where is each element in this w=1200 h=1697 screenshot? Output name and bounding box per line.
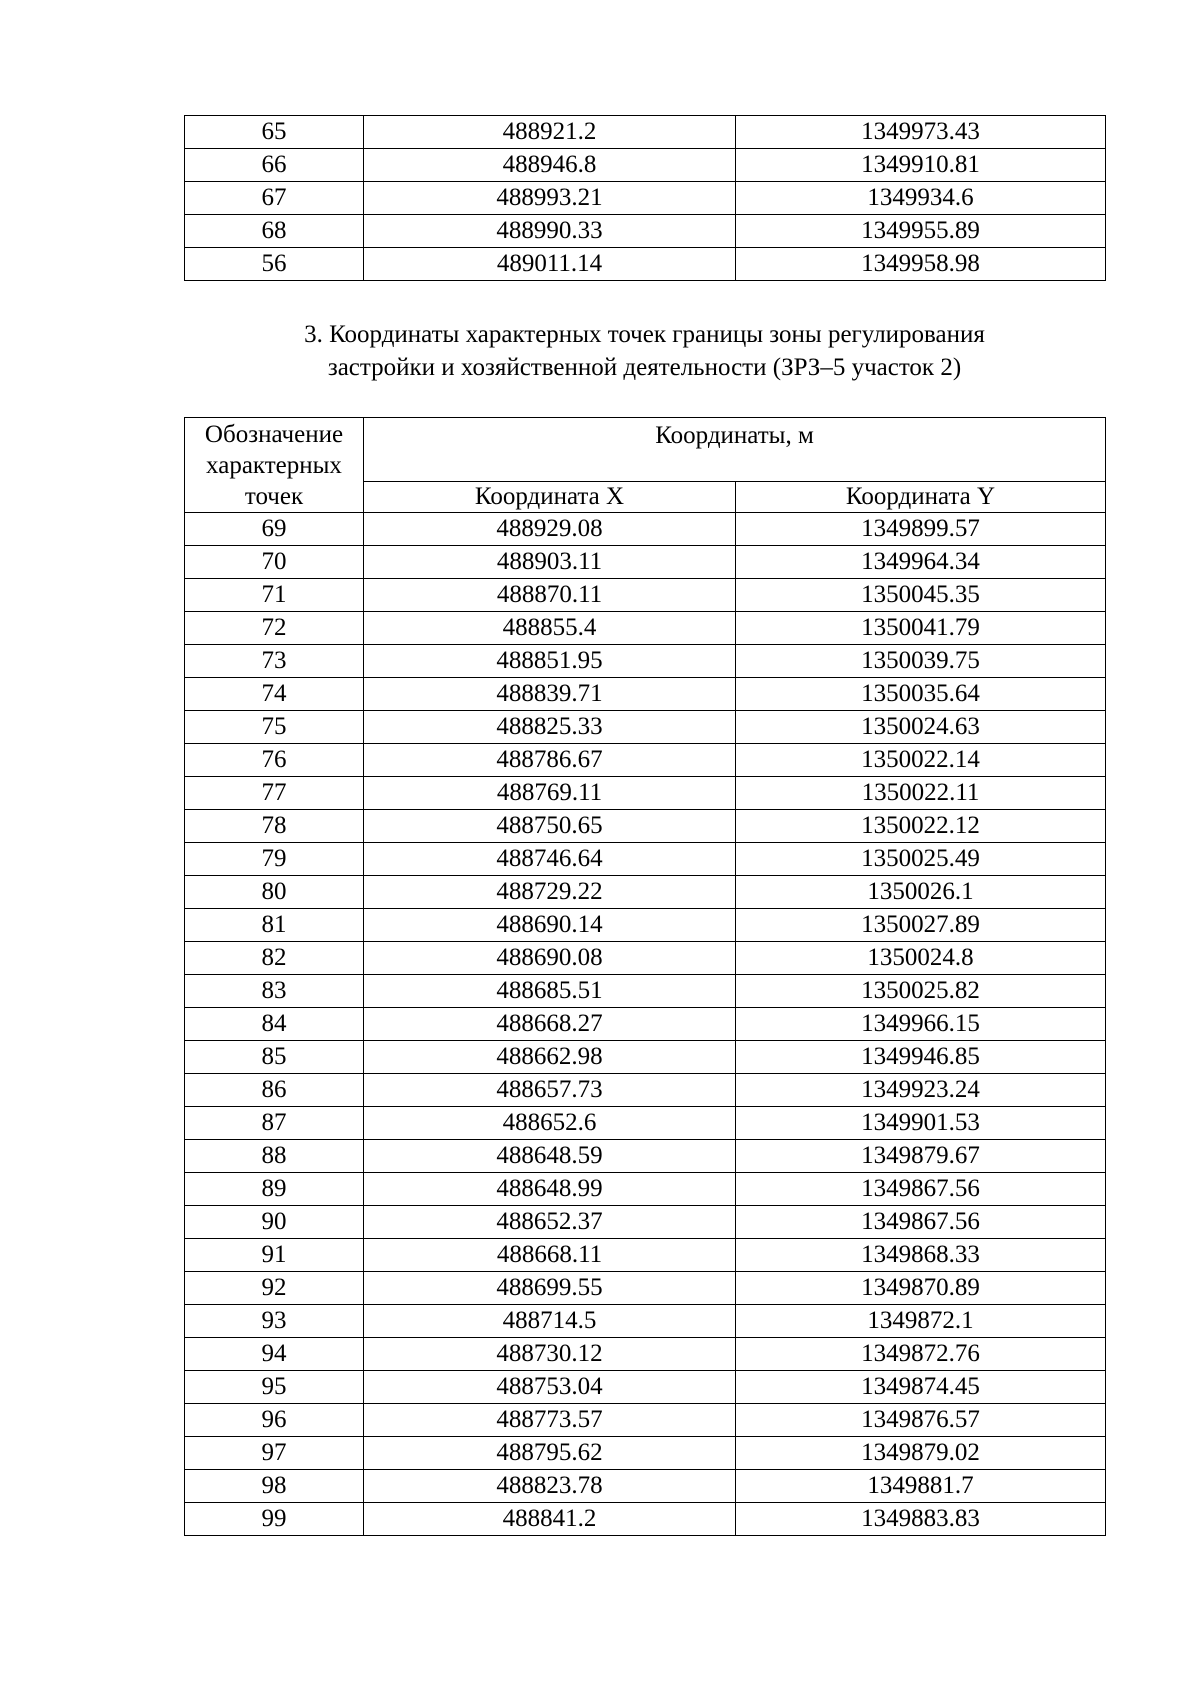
point-number-cell: 89 bbox=[185, 1173, 364, 1206]
table-body bbox=[185, 116, 1106, 281]
table-row bbox=[185, 1470, 1106, 1503]
table-row bbox=[185, 777, 1106, 810]
table-row bbox=[185, 711, 1106, 744]
coordinate-x-cell: 488929.08 bbox=[364, 513, 736, 546]
table-row bbox=[185, 810, 1106, 843]
point-number-cell: 95 bbox=[185, 1371, 364, 1404]
point-number-cell: 98 bbox=[185, 1470, 364, 1503]
point-number-cell: 79 bbox=[185, 843, 364, 876]
coordinate-y-cell: 1349870.89 bbox=[736, 1272, 1106, 1305]
coordinate-y-cell: 1350035.64 bbox=[736, 678, 1106, 711]
coordinate-y-cell: 1350025.49 bbox=[736, 843, 1106, 876]
coordinate-x-cell: 488841.2 bbox=[364, 1503, 736, 1536]
coordinate-y-cell: 1349867.56 bbox=[736, 1173, 1106, 1206]
coordinate-x-cell: 488690.14 bbox=[364, 909, 736, 942]
table-row bbox=[185, 1008, 1106, 1041]
coordinate-x-cell: 489011.14 bbox=[364, 248, 736, 281]
point-number-cell: 72 bbox=[185, 612, 364, 645]
table-row bbox=[185, 678, 1106, 711]
coordinate-x-cell: 488855.4 bbox=[364, 612, 736, 645]
table-row bbox=[185, 909, 1106, 942]
coordinate-x-cell: 488668.11 bbox=[364, 1239, 736, 1272]
table-row bbox=[185, 1140, 1106, 1173]
coordinate-x-cell: 488699.55 bbox=[364, 1272, 736, 1305]
coordinate-y-cell: 1349879.67 bbox=[736, 1140, 1106, 1173]
point-number-cell: 90 bbox=[185, 1206, 364, 1239]
coordinate-y-cell: 1349883.83 bbox=[736, 1503, 1106, 1536]
coordinate-x-cell: 488648.59 bbox=[364, 1140, 736, 1173]
table-row bbox=[185, 876, 1106, 909]
coordinate-x-cell: 488746.64 bbox=[364, 843, 736, 876]
coordinate-y-cell: 1350045.35 bbox=[736, 579, 1106, 612]
table-row bbox=[185, 612, 1106, 645]
coordinate-y-cell: 1349946.85 bbox=[736, 1041, 1106, 1074]
point-number-cell: 78 bbox=[185, 810, 364, 843]
coordinate-x-cell: 488921.2 bbox=[364, 116, 736, 149]
coordinates-table-continued bbox=[184, 115, 1106, 281]
point-number-cell: 70 bbox=[185, 546, 364, 579]
point-number-cell: 80 bbox=[185, 876, 364, 909]
coordinate-x-cell: 488662.98 bbox=[364, 1041, 736, 1074]
table-row bbox=[185, 843, 1106, 876]
coordinate-y-cell: 1349964.34 bbox=[736, 546, 1106, 579]
table-row bbox=[185, 942, 1106, 975]
coordinate-x-cell: 488870.11 bbox=[364, 579, 736, 612]
point-number-cell: 65 bbox=[185, 116, 364, 149]
coordinate-y-cell: 1349874.45 bbox=[736, 1371, 1106, 1404]
coordinate-x-cell: 488690.08 bbox=[364, 942, 736, 975]
point-number-cell: 74 bbox=[185, 678, 364, 711]
section-heading-line-2: застройки и хозяйственной деятельности (ЗРЗ–5 участок 2) bbox=[327, 354, 962, 381]
coordinate-x-cell: 488839.71 bbox=[364, 678, 736, 711]
table-body bbox=[185, 513, 1106, 1536]
table-row bbox=[185, 513, 1106, 546]
coordinate-x-cell: 488773.57 bbox=[364, 1404, 736, 1437]
coordinate-x-cell: 488648.99 bbox=[364, 1173, 736, 1206]
point-number-cell: 82 bbox=[185, 942, 364, 975]
table-row bbox=[185, 182, 1106, 215]
point-number-cell: 88 bbox=[185, 1140, 364, 1173]
coordinate-x-cell: 488903.11 bbox=[364, 546, 736, 579]
header-point-designation: Обозначение характерных точек bbox=[185, 418, 364, 513]
coordinate-y-cell: 1349934.6 bbox=[736, 182, 1106, 215]
coordinate-x-cell: 488823.78 bbox=[364, 1470, 736, 1503]
coordinate-y-cell: 1349958.98 bbox=[736, 248, 1106, 281]
point-number-cell: 67 bbox=[185, 182, 364, 215]
table-row bbox=[185, 116, 1106, 149]
header-coordinate-x: Координата X bbox=[364, 482, 736, 513]
table-row bbox=[185, 645, 1106, 678]
coordinate-x-cell: 488786.67 bbox=[364, 744, 736, 777]
coordinate-x-cell: 488657.73 bbox=[364, 1074, 736, 1107]
coordinate-x-cell: 488795.62 bbox=[364, 1437, 736, 1470]
coordinate-y-cell: 1350022.12 bbox=[736, 810, 1106, 843]
coordinate-y-cell: 1349973.43 bbox=[736, 116, 1106, 149]
table-row bbox=[185, 1272, 1106, 1305]
table-header bbox=[185, 418, 1106, 513]
coordinate-y-cell: 1350039.75 bbox=[736, 645, 1106, 678]
point-number-cell: 69 bbox=[185, 513, 364, 546]
coordinate-y-cell: 1349923.24 bbox=[736, 1074, 1106, 1107]
table-row bbox=[185, 1239, 1106, 1272]
coordinate-y-cell: 1350027.89 bbox=[736, 909, 1106, 942]
coordinate-x-cell: 488652.37 bbox=[364, 1206, 736, 1239]
table-row bbox=[185, 1173, 1106, 1206]
coordinate-y-cell: 1350025.82 bbox=[736, 975, 1106, 1008]
table-row bbox=[185, 1371, 1106, 1404]
point-number-cell: 81 bbox=[185, 909, 364, 942]
point-number-cell: 75 bbox=[185, 711, 364, 744]
coordinate-y-cell: 1349872.1 bbox=[736, 1305, 1106, 1338]
coordinate-y-cell: 1350024.63 bbox=[736, 711, 1106, 744]
coordinate-x-cell: 488714.5 bbox=[364, 1305, 736, 1338]
table-row bbox=[185, 1041, 1106, 1074]
coordinates-table bbox=[184, 417, 1106, 1536]
point-number-cell: 86 bbox=[185, 1074, 364, 1107]
table-row bbox=[185, 1437, 1106, 1470]
table-row bbox=[185, 744, 1106, 777]
coordinate-y-cell: 1349881.7 bbox=[736, 1470, 1106, 1503]
point-number-cell: 73 bbox=[185, 645, 364, 678]
point-number-cell: 97 bbox=[185, 1437, 364, 1470]
table-row bbox=[185, 215, 1106, 248]
section-heading-line-1: 3. Координаты характерных точек границы зоны регулирования bbox=[304, 321, 985, 348]
coordinate-y-cell: 1350024.8 bbox=[736, 942, 1106, 975]
coordinate-y-cell: 1349872.76 bbox=[736, 1338, 1106, 1371]
header-coordinates: Координаты, м bbox=[364, 418, 1106, 482]
table-row bbox=[185, 1074, 1106, 1107]
point-number-cell: 94 bbox=[185, 1338, 364, 1371]
table-row bbox=[185, 975, 1106, 1008]
coordinate-x-cell: 488946.8 bbox=[364, 149, 736, 182]
coordinate-x-cell: 488993.21 bbox=[364, 182, 736, 215]
coordinate-y-cell: 1350022.11 bbox=[736, 777, 1106, 810]
coordinate-y-cell: 1349910.81 bbox=[736, 149, 1106, 182]
point-number-cell: 96 bbox=[185, 1404, 364, 1437]
coordinate-x-cell: 488753.04 bbox=[364, 1371, 736, 1404]
coordinate-y-cell: 1349867.56 bbox=[736, 1206, 1106, 1239]
table-row bbox=[185, 1107, 1106, 1140]
point-number-cell: 99 bbox=[185, 1503, 364, 1536]
point-number-cell: 66 bbox=[185, 149, 364, 182]
coordinate-y-cell: 1350026.1 bbox=[736, 876, 1106, 909]
header-coordinate-y: Координата Y bbox=[736, 482, 1106, 513]
point-number-cell: 93 bbox=[185, 1305, 364, 1338]
point-number-cell: 83 bbox=[185, 975, 364, 1008]
coordinate-y-cell: 1349879.02 bbox=[736, 1437, 1106, 1470]
coordinate-y-cell: 1349868.33 bbox=[736, 1239, 1106, 1272]
coordinate-y-cell: 1349901.53 bbox=[736, 1107, 1106, 1140]
table-row bbox=[185, 1503, 1106, 1536]
point-number-cell: 92 bbox=[185, 1272, 364, 1305]
coordinate-y-cell: 1349876.57 bbox=[736, 1404, 1106, 1437]
coordinate-x-cell: 488685.51 bbox=[364, 975, 736, 1008]
point-number-cell: 77 bbox=[185, 777, 364, 810]
table-row bbox=[185, 248, 1106, 281]
coordinate-x-cell: 488750.65 bbox=[364, 810, 736, 843]
coordinate-x-cell: 488729.22 bbox=[364, 876, 736, 909]
point-number-cell: 76 bbox=[185, 744, 364, 777]
point-number-cell: 56 bbox=[185, 248, 364, 281]
table-row bbox=[185, 149, 1106, 182]
coordinate-x-cell: 488730.12 bbox=[364, 1338, 736, 1371]
coordinate-y-cell: 1350022.14 bbox=[736, 744, 1106, 777]
table-row bbox=[185, 546, 1106, 579]
coordinate-y-cell: 1350041.79 bbox=[736, 612, 1106, 645]
table-row bbox=[185, 1404, 1106, 1437]
coordinate-x-cell: 488652.6 bbox=[364, 1107, 736, 1140]
coordinate-x-cell: 488668.27 bbox=[364, 1008, 736, 1041]
point-number-cell: 85 bbox=[185, 1041, 364, 1074]
point-number-cell: 87 bbox=[185, 1107, 364, 1140]
point-number-cell: 84 bbox=[185, 1008, 364, 1041]
coordinate-x-cell: 488825.33 bbox=[364, 711, 736, 744]
table-row bbox=[185, 1305, 1106, 1338]
point-number-cell: 71 bbox=[185, 579, 364, 612]
table-row bbox=[185, 1206, 1106, 1239]
coordinate-y-cell: 1349955.89 bbox=[736, 215, 1106, 248]
coordinate-y-cell: 1349899.57 bbox=[736, 513, 1106, 546]
coordinate-x-cell: 488990.33 bbox=[364, 215, 736, 248]
coordinate-y-cell: 1349966.15 bbox=[736, 1008, 1106, 1041]
table-row bbox=[185, 1338, 1106, 1371]
point-number-cell: 68 bbox=[185, 215, 364, 248]
point-number-cell: 91 bbox=[185, 1239, 364, 1272]
table-row bbox=[185, 579, 1106, 612]
coordinate-x-cell: 488851.95 bbox=[364, 645, 736, 678]
section-heading bbox=[184, 318, 1105, 384]
coordinate-x-cell: 488769.11 bbox=[364, 777, 736, 810]
